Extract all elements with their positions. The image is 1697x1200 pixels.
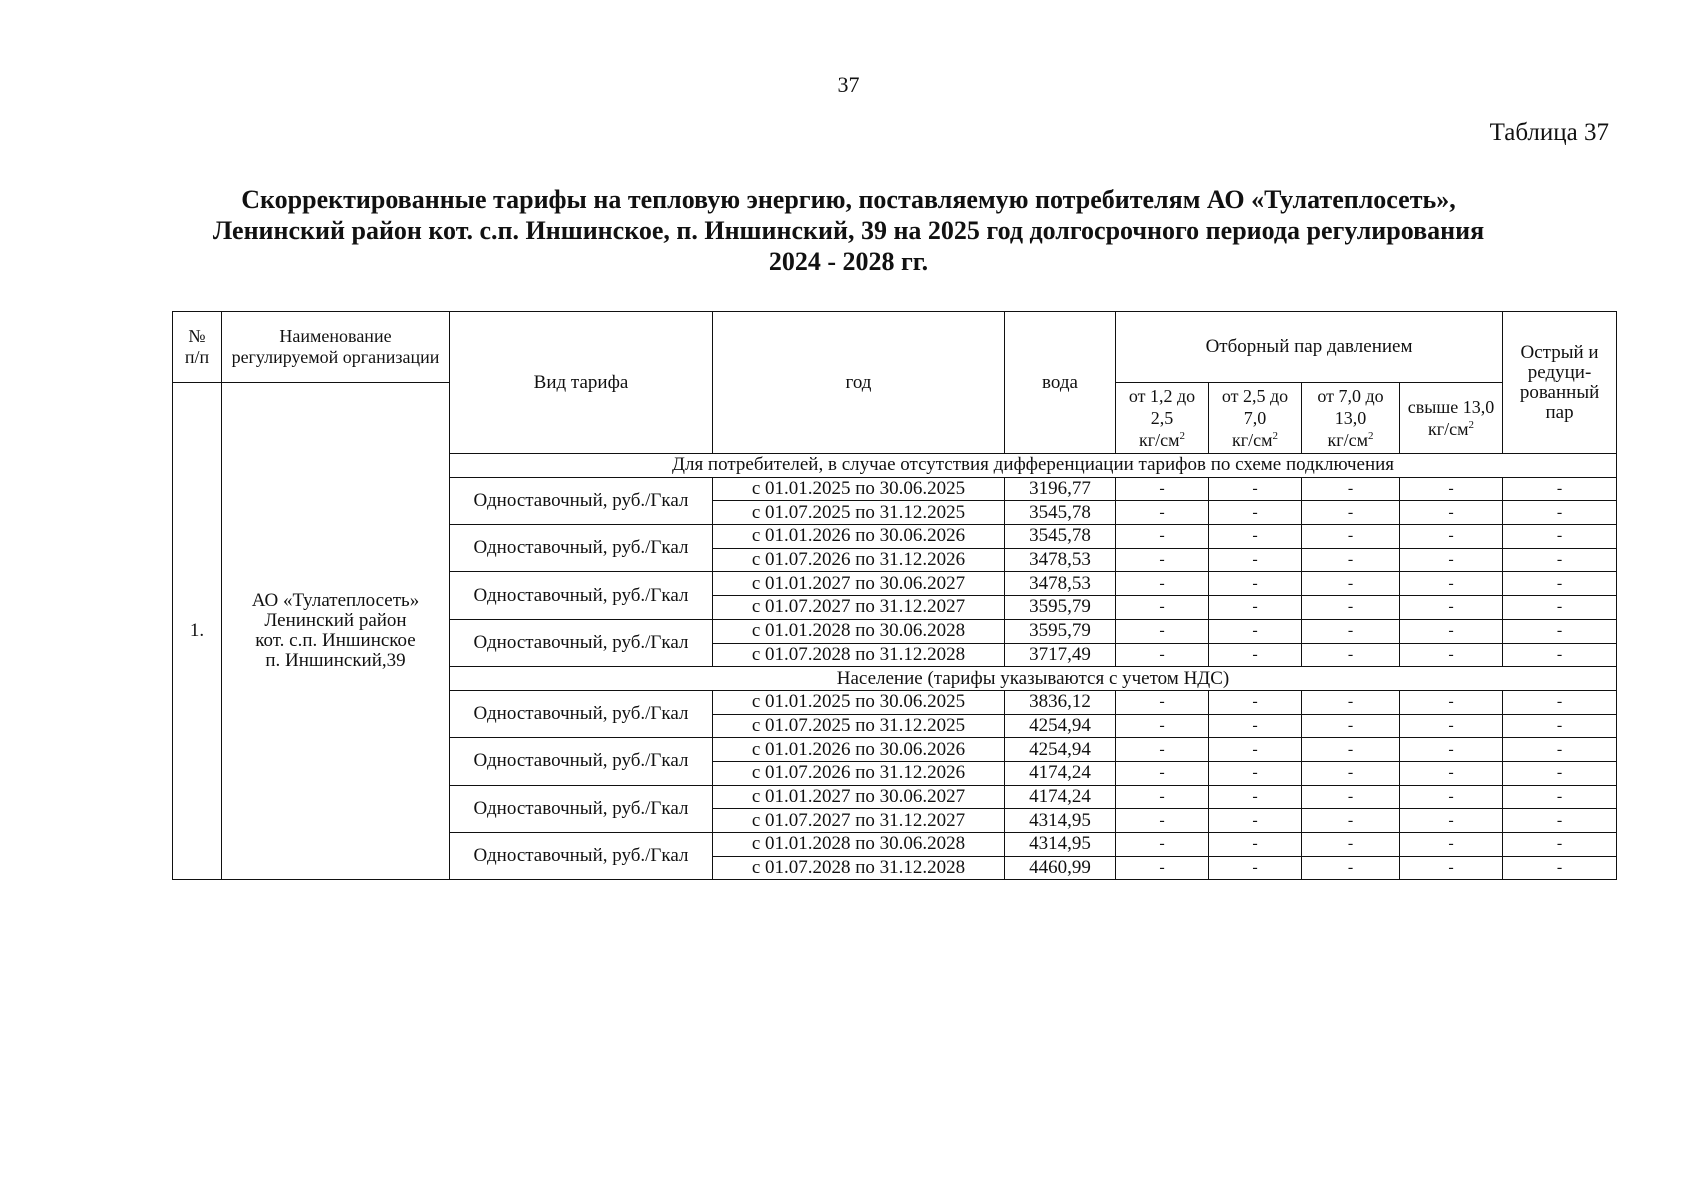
empty-value-cell: -: [1116, 477, 1209, 501]
period-cell: с 01.07.2027 по 31.12.2027: [713, 596, 1005, 620]
tariff-type-cell: Одноставочный, руб./Гкал: [450, 572, 713, 619]
water-tariff-cell: 3196,77: [1005, 477, 1116, 501]
empty-value-cell: -: [1209, 525, 1302, 549]
period-cell: с 01.07.2026 по 31.12.2026: [713, 548, 1005, 572]
empty-value-cell: -: [1116, 856, 1209, 880]
empty-value-cell: -: [1116, 548, 1209, 572]
empty-value-cell: -: [1209, 738, 1302, 762]
header-steam-2-5-to-7-0: [1209, 383, 1302, 454]
empty-value-cell: -: [1302, 548, 1400, 572]
header-water: вода: [1005, 312, 1116, 454]
page-number: 37: [837, 72, 860, 97]
empty-value-cell: -: [1400, 548, 1503, 572]
table-caption: Таблица 37: [1489, 119, 1609, 146]
water-tariff-cell: 3595,79: [1005, 619, 1116, 643]
water-tariff-cell: 3717,49: [1005, 643, 1116, 667]
steam-range: от 2,5 до 7,0: [1221, 386, 1289, 428]
steam-unit-power: 2: [1368, 430, 1374, 442]
empty-value-cell: -: [1209, 856, 1302, 880]
empty-value-cell: -: [1503, 525, 1617, 549]
header-tariff-type: Вид тарифа: [450, 312, 713, 454]
empty-value-cell: -: [1209, 548, 1302, 572]
empty-value-cell: -: [1116, 714, 1209, 738]
section-title: Для потребителей, в случае отсутствия дифференциации тарифов по схеме подключения: [450, 454, 1617, 478]
water-tariff-cell: 3478,53: [1005, 548, 1116, 572]
section-title: Население (тарифы указываются с учетом НДС): [450, 667, 1617, 691]
steam-unit: кг/см: [1327, 430, 1368, 450]
water-tariff-cell: 4460,99: [1005, 856, 1116, 880]
empty-value-cell: -: [1302, 501, 1400, 525]
organization-line: п. Иншинский,39: [265, 650, 406, 672]
empty-value-cell: -: [1400, 761, 1503, 785]
steam-unit-power: 2: [1468, 419, 1475, 431]
empty-value-cell: -: [1116, 690, 1209, 714]
water-tariff-cell: 4254,94: [1005, 738, 1116, 762]
empty-value-cell: -: [1302, 856, 1400, 880]
tariff-type-cell: Одноставочный, руб./Гкал: [450, 690, 713, 737]
empty-value-cell: -: [1400, 596, 1503, 620]
water-tariff-cell: 3545,78: [1005, 501, 1116, 525]
tariff-type-cell: Одноставочный, руб./Гкал: [450, 785, 713, 832]
empty-value-cell: -: [1116, 761, 1209, 785]
period-cell: с 01.07.2028 по 31.12.2028: [713, 643, 1005, 667]
water-tariff-cell: 3595,79: [1005, 596, 1116, 620]
period-cell: с 01.01.2028 по 30.06.2028: [713, 619, 1005, 643]
period-cell: с 01.01.2025 по 30.06.2025: [713, 690, 1005, 714]
empty-value-cell: -: [1503, 785, 1617, 809]
water-tariff-cell: 3836,12: [1005, 690, 1116, 714]
empty-value-cell: -: [1503, 833, 1617, 857]
water-tariff-cell: 4174,24: [1005, 761, 1116, 785]
empty-value-cell: -: [1116, 572, 1209, 596]
water-tariff-cell: 4314,95: [1005, 833, 1116, 857]
period-cell: с 01.07.2025 по 31.12.2025: [713, 501, 1005, 525]
empty-value-cell: -: [1503, 856, 1617, 880]
tariff-type-cell: Одноставочный, руб./Гкал: [450, 833, 713, 880]
tariff-table: [172, 311, 1617, 880]
tariff-type-cell: Одноставочный, руб./Гкал: [450, 619, 713, 666]
period-cell: с 01.07.2026 по 31.12.2026: [713, 761, 1005, 785]
water-tariff-cell: 4254,94: [1005, 714, 1116, 738]
empty-value-cell: -: [1116, 525, 1209, 549]
empty-value-cell: -: [1503, 596, 1617, 620]
empty-value-cell: -: [1400, 501, 1503, 525]
document-title: [150, 184, 1547, 277]
empty-value-cell: -: [1503, 690, 1617, 714]
empty-value-cell: -: [1116, 809, 1209, 833]
header-number: [173, 312, 222, 383]
water-tariff-cell: 3478,53: [1005, 572, 1116, 596]
empty-value-cell: -: [1302, 619, 1400, 643]
empty-value-cell: -: [1400, 856, 1503, 880]
period-cell: с 01.01.2027 по 30.06.2027: [713, 785, 1005, 809]
empty-value-cell: -: [1503, 714, 1617, 738]
empty-value-cell: -: [1302, 596, 1400, 620]
empty-value-cell: -: [1302, 761, 1400, 785]
header-steam-group: Отборный пар давлением: [1116, 312, 1503, 383]
header-sharp-steam: Острый и редуци-рованный пар: [1503, 312, 1617, 454]
title-line: 2024 - 2028 гг.: [768, 247, 929, 276]
empty-value-cell: -: [1400, 809, 1503, 833]
header-steam-7-0-to-13-0: [1302, 383, 1400, 454]
empty-value-cell: -: [1400, 477, 1503, 501]
tariff-type-cell: Одноставочный, руб./Гкал: [450, 738, 713, 785]
empty-value-cell: -: [1116, 738, 1209, 762]
period-cell: с 01.01.2025 по 30.06.2025: [713, 477, 1005, 501]
header-number-line: п/п: [184, 347, 210, 367]
tariff-type-cell: Одноставочный, руб./Гкал: [450, 477, 713, 524]
steam-unit: кг/см: [1428, 419, 1469, 439]
empty-value-cell: -: [1503, 572, 1617, 596]
header-organization: Наименование регулируемой организации: [222, 312, 450, 383]
empty-value-cell: -: [1400, 738, 1503, 762]
water-tariff-cell: 4174,24: [1005, 785, 1116, 809]
empty-value-cell: -: [1116, 619, 1209, 643]
empty-value-cell: -: [1503, 477, 1617, 501]
steam-range: свыше 13,0: [1407, 397, 1495, 417]
empty-value-cell: -: [1400, 785, 1503, 809]
empty-value-cell: -: [1209, 572, 1302, 596]
organization-line: АО «Тулатеплосеть»: [251, 590, 420, 612]
empty-value-cell: -: [1302, 785, 1400, 809]
empty-value-cell: -: [1302, 525, 1400, 549]
steam-unit: кг/см: [1231, 430, 1273, 450]
period-cell: с 01.01.2026 по 30.06.2026: [713, 738, 1005, 762]
header-row: [173, 312, 1617, 383]
empty-value-cell: -: [1209, 809, 1302, 833]
empty-value-cell: -: [1503, 501, 1617, 525]
empty-value-cell: -: [1302, 714, 1400, 738]
empty-value-cell: -: [1302, 643, 1400, 667]
empty-value-cell: -: [1400, 525, 1503, 549]
empty-value-cell: -: [1209, 477, 1302, 501]
empty-value-cell: -: [1209, 761, 1302, 785]
steam-range: от 1,2 до 2,5: [1128, 386, 1196, 428]
title-line: Скорректированные тарифы на тепловую энергию, поставляемую потребителям АО «Тулатеплосеть»,: [241, 185, 1456, 214]
empty-value-cell: -: [1209, 833, 1302, 857]
empty-value-cell: -: [1209, 690, 1302, 714]
empty-value-cell: -: [1400, 572, 1503, 596]
period-cell: с 01.01.2026 по 30.06.2026: [713, 525, 1005, 549]
empty-value-cell: -: [1116, 643, 1209, 667]
empty-value-cell: -: [1116, 833, 1209, 857]
empty-value-cell: -: [1400, 643, 1503, 667]
empty-value-cell: -: [1503, 738, 1617, 762]
empty-value-cell: -: [1503, 761, 1617, 785]
period-cell: с 01.01.2028 по 30.06.2028: [713, 833, 1005, 857]
empty-value-cell: -: [1209, 501, 1302, 525]
tariff-table-body: [173, 312, 1617, 880]
empty-value-cell: -: [1209, 596, 1302, 620]
steam-unit-power: 2: [1179, 430, 1185, 442]
period-cell: с 01.07.2027 по 31.12.2027: [713, 809, 1005, 833]
empty-value-cell: -: [1302, 477, 1400, 501]
row-number: 1.: [173, 383, 222, 880]
empty-value-cell: -: [1302, 809, 1400, 833]
empty-value-cell: -: [1302, 833, 1400, 857]
period-cell: с 01.01.2027 по 30.06.2027: [713, 572, 1005, 596]
organization-line: Ленинский район: [264, 610, 407, 632]
empty-value-cell: -: [1116, 596, 1209, 620]
steam-unit-power: 2: [1272, 430, 1278, 442]
header-steam-1-2-to-2-5: [1116, 383, 1209, 454]
empty-value-cell: -: [1209, 643, 1302, 667]
period-cell: с 01.07.2028 по 31.12.2028: [713, 856, 1005, 880]
empty-value-cell: -: [1209, 785, 1302, 809]
empty-value-cell: -: [1302, 690, 1400, 714]
empty-value-cell: -: [1302, 738, 1400, 762]
empty-value-cell: -: [1400, 690, 1503, 714]
empty-value-cell: -: [1209, 714, 1302, 738]
title-line: Ленинский район кот. с.п. Иншинское, п. Иншинский, 39 на 2025 год долгосрочного периода регулирования: [212, 216, 1485, 245]
header-year: год: [713, 312, 1005, 454]
empty-value-cell: -: [1209, 619, 1302, 643]
header-steam-over-13-0: [1400, 383, 1503, 454]
empty-value-cell: -: [1400, 833, 1503, 857]
empty-value-cell: -: [1400, 619, 1503, 643]
organization-line: кот. с.п. Иншинское: [255, 630, 416, 652]
steam-unit: кг/см: [1138, 430, 1180, 450]
empty-value-cell: -: [1503, 619, 1617, 643]
empty-value-cell: -: [1503, 548, 1617, 572]
steam-range: от 7,0 до 13,0: [1317, 386, 1384, 428]
water-tariff-cell: 4314,95: [1005, 809, 1116, 833]
empty-value-cell: -: [1302, 572, 1400, 596]
organization-name: [222, 383, 450, 880]
empty-value-cell: -: [1400, 714, 1503, 738]
header-number-line: №: [188, 326, 206, 346]
tariff-type-cell: Одноставочный, руб./Гкал: [450, 525, 713, 572]
empty-value-cell: -: [1116, 501, 1209, 525]
empty-value-cell: -: [1116, 785, 1209, 809]
period-cell: с 01.07.2025 по 31.12.2025: [713, 714, 1005, 738]
water-tariff-cell: 3545,78: [1005, 525, 1116, 549]
empty-value-cell: -: [1503, 643, 1617, 667]
empty-value-cell: -: [1503, 809, 1617, 833]
